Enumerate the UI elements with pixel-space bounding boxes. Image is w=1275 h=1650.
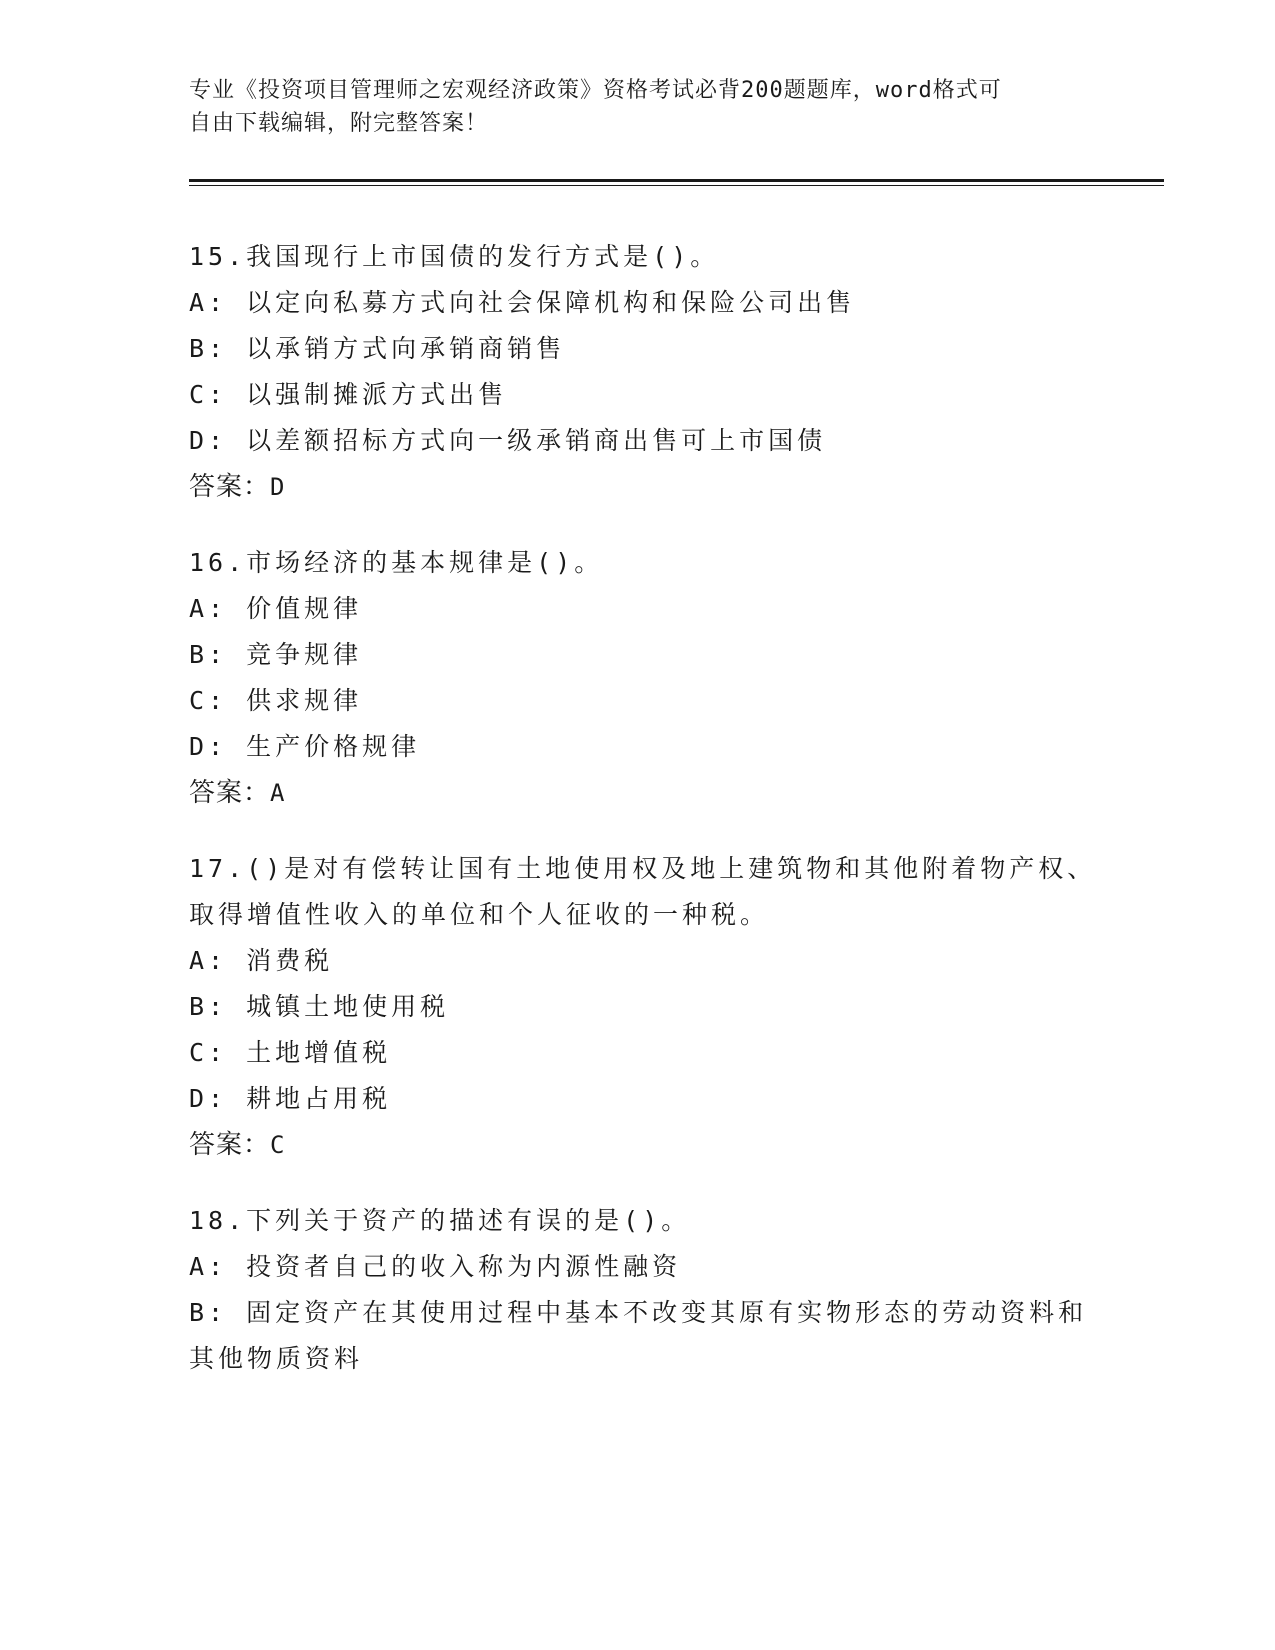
question-15 — [189, 234, 1089, 510]
option-b: B: 固定资产在其使用过程中基本不改变其原有实物形态的劳动资料和 — [189, 1298, 1088, 1327]
question-18 — [189, 1198, 1089, 1382]
header-line-1: 专业《投资项目管理师之宏观经济政策》资格考试必背200题题库，word格式可 — [189, 78, 1002, 103]
answer-value: D — [270, 473, 286, 501]
question-stem-cont: 取得增值性收入的单位和个人征收的一种税。 — [189, 900, 770, 929]
option-b: B: 城镇土地使用税 — [189, 992, 450, 1021]
question-16 — [189, 540, 1089, 816]
answer-line — [189, 1122, 1089, 1168]
option-b: B: 以承销方式向承销商销售 — [189, 334, 566, 363]
option-a: A: 投资者自己的收入称为内源性融资 — [189, 1252, 682, 1281]
question-list — [189, 234, 1097, 1412]
document-header — [189, 74, 1069, 140]
header-rule-thick — [189, 179, 1164, 182]
option-c: C: 以强制摊派方式出售 — [189, 380, 508, 409]
question-stem: 16.市场经济的基本规律是()。 — [189, 548, 604, 577]
header-line-2: 自由下载编辑，附完整答案！ — [189, 111, 489, 136]
answer-label: 答案： — [189, 778, 271, 808]
question-17 — [189, 846, 1097, 1168]
question-stem: 15.我国现行上市国债的发行方式是()。 — [189, 242, 720, 271]
option-b-cont: 其他物质资料 — [189, 1344, 364, 1373]
answer-value: A — [270, 779, 286, 807]
header-rule-thin — [189, 185, 1164, 186]
answer-label: 答案： — [189, 1130, 271, 1160]
option-d: D: 耕地占用税 — [189, 1084, 392, 1113]
option-d: D: 生产价格规律 — [189, 732, 421, 761]
option-a: A: 以定向私募方式向社会保障机构和保险公司出售 — [189, 288, 856, 317]
option-a: A: 消费税 — [189, 946, 334, 975]
option-c: C: 供求规律 — [189, 686, 363, 715]
question-stem: 17.()是对有偿转让国有土地使用权及地上建筑物和其他附着物产权、 — [189, 854, 1097, 883]
option-b: B: 竞争规律 — [189, 640, 363, 669]
option-a: A: 价值规律 — [189, 594, 363, 623]
answer-line — [189, 770, 1089, 816]
question-stem: 18.下列关于资产的描述有误的是()。 — [189, 1206, 691, 1235]
answer-label: 答案： — [189, 472, 271, 502]
answer-value: C — [270, 1131, 286, 1159]
option-c: C: 土地增值税 — [189, 1038, 392, 1067]
option-d: D: 以差额招标方式向一级承销商出售可上市国债 — [189, 426, 827, 455]
answer-line — [189, 464, 1089, 510]
